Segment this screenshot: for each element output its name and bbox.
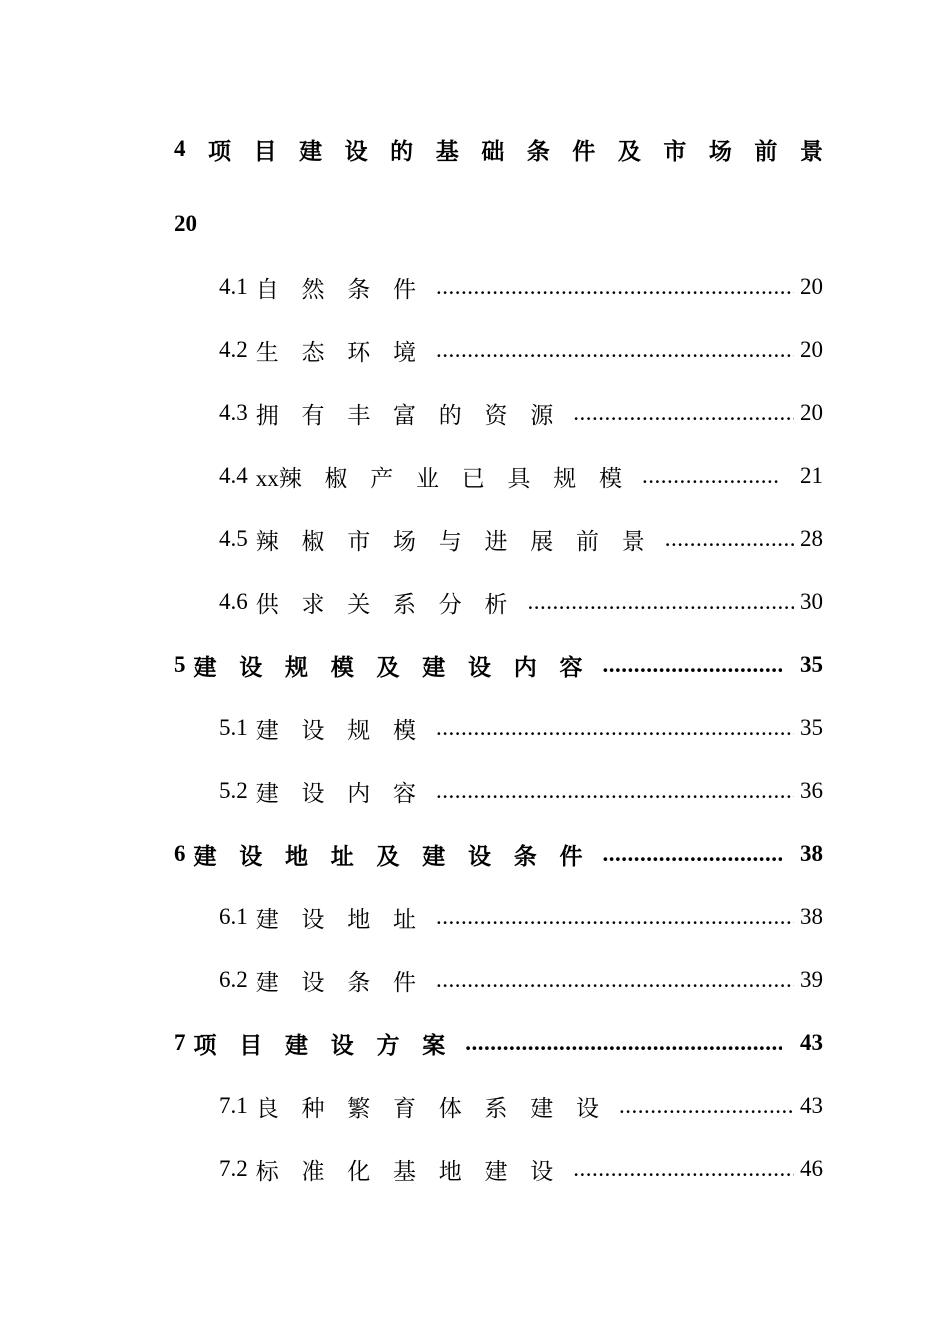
page-number: 20 bbox=[800, 400, 823, 425]
toc-chapter-4-page[interactable] bbox=[174, 204, 197, 244]
page-number: 20 bbox=[800, 274, 823, 299]
title-char: 前 bbox=[754, 138, 778, 164]
entry-number: 7.2 bbox=[219, 1156, 248, 1181]
entry-title: 建 设 规 模 及 建 设 内 容 bbox=[193, 654, 583, 680]
title-char: 景 bbox=[799, 138, 823, 164]
entry-title: 辣 椒 市 场 与 进 展 前 景 bbox=[255, 528, 645, 554]
page-number: 35 bbox=[800, 652, 823, 677]
entry-number: 4.1 bbox=[219, 274, 248, 299]
dot-leader bbox=[603, 841, 783, 867]
title-char: 基 bbox=[435, 138, 459, 164]
title-char: 的 bbox=[390, 138, 414, 164]
toc-entry-7-2[interactable] bbox=[219, 1149, 823, 1189]
toc-chapter-6[interactable] bbox=[174, 834, 823, 874]
toc-entry-4-2[interactable] bbox=[219, 330, 823, 370]
dot-leader bbox=[619, 1093, 794, 1119]
dot-leader bbox=[436, 274, 794, 300]
dot-leader bbox=[436, 715, 794, 741]
entry-title: 标 准 化 基 地 建 设 bbox=[255, 1158, 554, 1184]
toc-chapter-4-number: 4 bbox=[174, 136, 186, 161]
dot-leader bbox=[642, 463, 778, 489]
entry-title: 项 目 建 设 方 案 bbox=[193, 1032, 446, 1058]
dot-leader bbox=[528, 589, 795, 615]
dot-leader bbox=[603, 652, 783, 678]
entry-title: 建 设 地 址 bbox=[255, 906, 416, 932]
entry-number: 5.1 bbox=[219, 715, 248, 740]
page-number: 36 bbox=[800, 778, 823, 803]
dot-leader bbox=[436, 778, 794, 804]
title-char: 市 bbox=[663, 138, 687, 164]
toc-chapter-4-title[interactable] bbox=[174, 129, 823, 169]
page-number: 35 bbox=[800, 715, 823, 740]
entry-number: 4.2 bbox=[219, 337, 248, 362]
entry-number: 7 bbox=[174, 1030, 186, 1055]
page-number: 46 bbox=[800, 1156, 823, 1181]
entry-title: xx辣 椒 产 业 已 具 规 模 bbox=[255, 465, 622, 491]
toc-entry-7-1[interactable] bbox=[219, 1086, 823, 1126]
page-number: 43 bbox=[800, 1093, 823, 1118]
toc-entry-5-1[interactable] bbox=[219, 708, 823, 748]
dot-leader bbox=[436, 967, 794, 993]
entry-number: 4.3 bbox=[219, 400, 248, 425]
page-number: 39 bbox=[800, 967, 823, 992]
entry-title: 建 设 内 容 bbox=[255, 780, 416, 806]
toc-chapter-7[interactable] bbox=[174, 1023, 823, 1063]
page-number: 38 bbox=[800, 841, 823, 866]
toc-entry-6-1[interactable] bbox=[219, 897, 823, 937]
title-char: 项 bbox=[208, 138, 232, 164]
dot-leader bbox=[465, 1030, 782, 1056]
entry-title: 自 然 条 件 bbox=[255, 276, 416, 302]
dot-leader bbox=[573, 1156, 794, 1182]
entry-title: 拥 有 丰 富 的 资 源 bbox=[255, 402, 554, 428]
entry-number: 4.5 bbox=[219, 526, 248, 551]
dot-leader bbox=[436, 904, 794, 930]
entry-title: 生 态 环 境 bbox=[255, 339, 416, 365]
entry-number: 7.1 bbox=[219, 1093, 248, 1118]
toc-entry-4-5[interactable] bbox=[219, 519, 823, 559]
dot-leader bbox=[665, 526, 794, 552]
toc-entry-6-2[interactable] bbox=[219, 960, 823, 1000]
page-number: 20 bbox=[800, 337, 823, 362]
entry-title: 供 求 关 系 分 析 bbox=[255, 591, 508, 617]
title-char: 础 bbox=[481, 138, 505, 164]
page-number: 21 bbox=[800, 463, 823, 488]
entry-number: 5.2 bbox=[219, 778, 248, 803]
entry-number: 4.6 bbox=[219, 589, 248, 614]
toc-chapter-5[interactable] bbox=[174, 645, 823, 685]
title-char: 条 bbox=[526, 138, 550, 164]
title-char: 件 bbox=[572, 138, 596, 164]
page-number: 20 bbox=[174, 211, 197, 236]
toc-entry-4-3[interactable] bbox=[219, 393, 823, 433]
toc-entry-5-2[interactable] bbox=[219, 771, 823, 811]
entry-number: 6 bbox=[174, 841, 186, 866]
page-number: 28 bbox=[800, 526, 823, 551]
entry-number: 4.4 bbox=[219, 463, 248, 488]
title-char: 及 bbox=[617, 138, 641, 164]
page-number: 38 bbox=[800, 904, 823, 929]
title-char: 目 bbox=[253, 138, 277, 164]
dot-leader bbox=[436, 337, 794, 363]
title-char: 设 bbox=[344, 138, 368, 164]
entry-number: 6.1 bbox=[219, 904, 248, 929]
entry-title: 建 设 条 件 bbox=[255, 969, 416, 995]
toc-entry-4-4[interactable] bbox=[219, 456, 823, 496]
toc-entry-4-6[interactable] bbox=[219, 582, 823, 622]
entry-title: 建 设 地 址 及 建 设 条 件 bbox=[193, 843, 583, 869]
entry-number: 5 bbox=[174, 652, 186, 677]
entry-title: 良 种 繁 育 体 系 建 设 bbox=[255, 1095, 599, 1121]
toc-entry-4-1[interactable] bbox=[219, 267, 823, 307]
entry-number: 6.2 bbox=[219, 967, 248, 992]
title-char: 场 bbox=[708, 138, 732, 164]
page-number: 30 bbox=[800, 589, 823, 614]
title-char: 建 bbox=[299, 138, 323, 164]
page-number: 43 bbox=[800, 1030, 823, 1055]
entry-title: 建 设 规 模 bbox=[255, 717, 416, 743]
dot-leader bbox=[573, 400, 794, 426]
